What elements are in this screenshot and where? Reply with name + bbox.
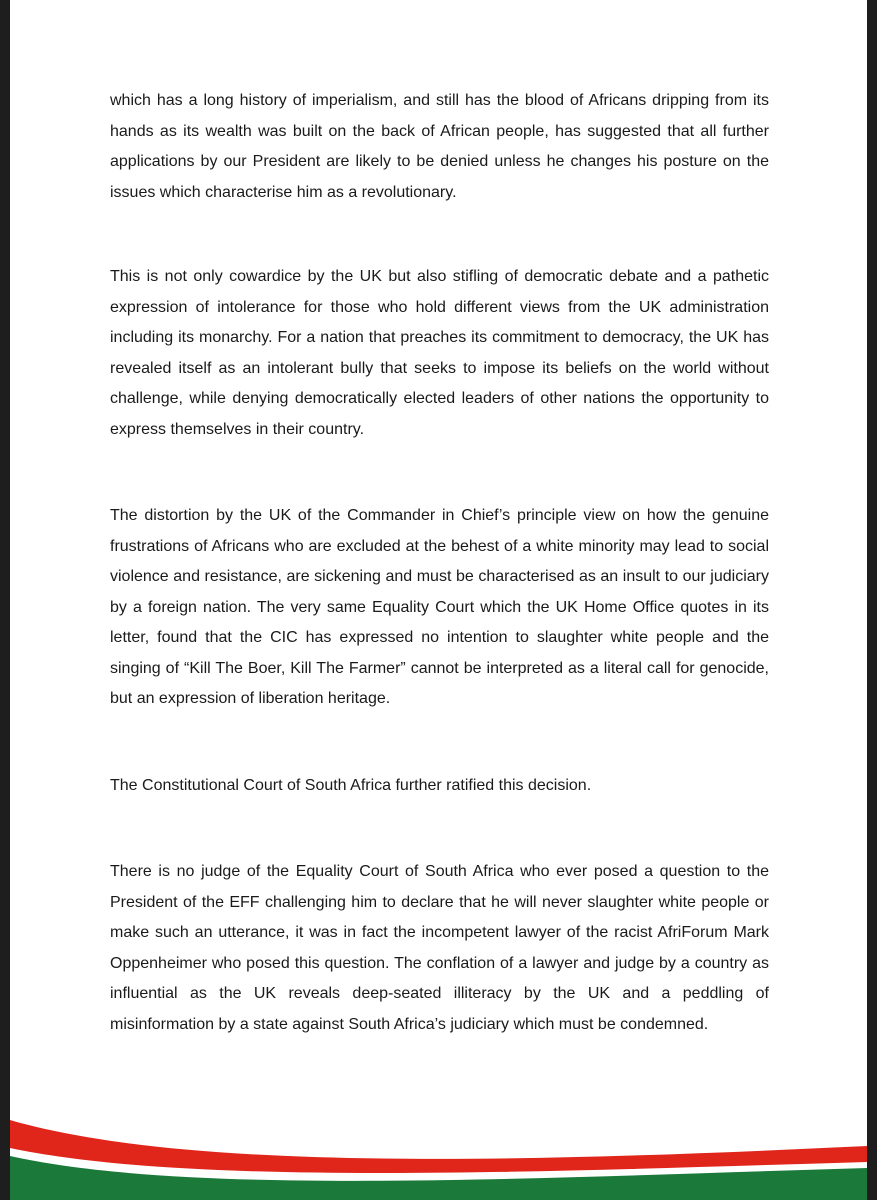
document-page [10,0,867,1200]
paragraph-4: The Constitutional Court of South Africa further ratified this decision. [110,776,592,794]
document-body [110,86,769,1040]
paragraph-1: which has a long history of imperialism, and still has the blood of Africans dripping from its hands as its wealth was built on the back of African people, has suggested that all further applications by our President are likely to be denied unless he changes his posture on the issues which characterise him as a revolutionary. [110,92,769,201]
paragraph-2: This is not only cowardice by the UK but also stifling of democratic debate and a pathetic expression of intolerance for those who hold different views from the UK administration including its monarchy. For a nation that preaches its commitment to democracy, the UK has revealed itself as an intolerant bully that seeks to impose its beliefs on the world without challenge, while denying democratically elected leaders of other nations the opportunity to express themselves in their country. [110,268,769,438]
paragraph-5: There is no judge of the Equality Court of South Africa who ever posed a question to the President of the EFF challenging him to declare that he will never slaughter white people or make such an utterance, it was in fact the incompetent lawyer of the racist AfriForum Mark Oppenheimer who posed this question. The conflation of a lawyer and judge by a country as influential as the UK reveals deep-seated illiteracy by the UK and a peddling of misinformation by a state against South Africa’s judiciary which must be condemned. [110,863,769,1033]
footer-decorative-stripe [10,1120,867,1200]
paragraph-3: The distortion by the UK of the Commander in Chief’s principle view on how the genuine frustrations of Africans who are excluded at the behest of a white minority may lead to social violence and resistance, are sickening and must be characterised as an insult to our judiciary by a foreign nation. The very same Equality Court which the UK Home Office quotes in its letter, found that the CIC has expressed no intention to slaughter white people and the singing of “Kill The Boer, Kill The Farmer” cannot be interpreted as a literal call for genocide, but an expression of liberation heritage. [110,507,769,707]
